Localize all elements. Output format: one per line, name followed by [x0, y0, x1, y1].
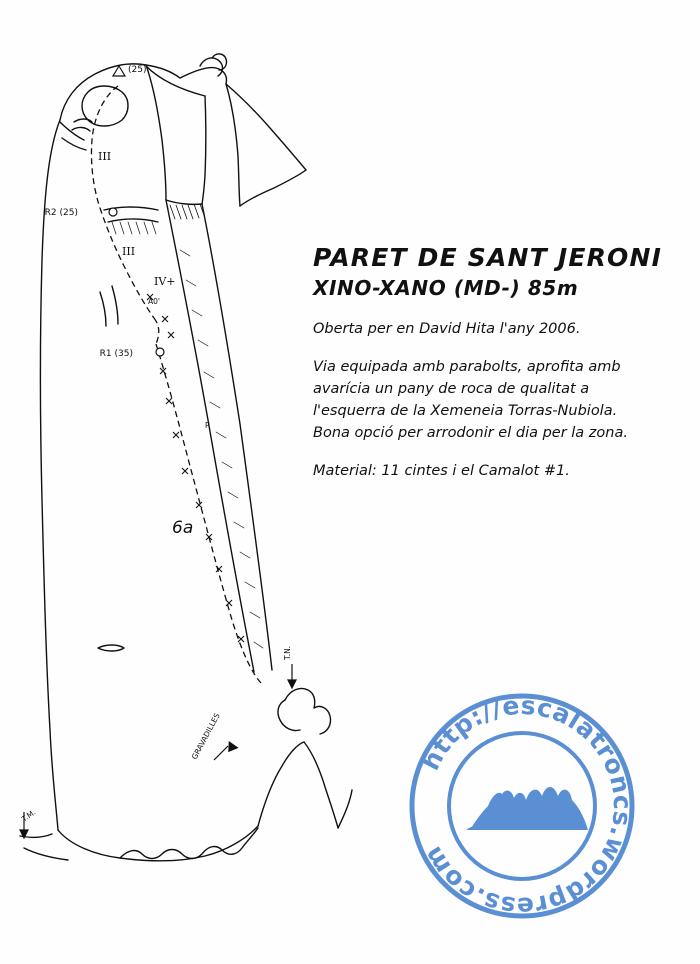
summit-niche-detail2 [72, 127, 90, 131]
route-topo-drawing [0, 0, 360, 930]
base-boulder-main [258, 742, 304, 826]
page-title: PARET DE SANT JERONI [313, 243, 663, 272]
flake-detail [98, 645, 124, 651]
bolt-markers [147, 294, 244, 642]
right-ridge-edge [226, 84, 240, 206]
route-line-dashed [91, 86, 262, 684]
description-paragraph-3: Material: 11 cintes i el Camalot #1. [313, 463, 570, 480]
description-paragraph-2: Via equipada amb parabolts, aprofita amb avarícia un pany de roca de qualitat a l'esquerra de la Xemeneia Torras-Nubiola. Bona opció per arrodonir el dia per la zona. [313, 359, 628, 442]
talus-right [338, 790, 352, 828]
wall-grade-label: 6a [172, 518, 194, 538]
route-info-block [313, 243, 673, 482]
ledge-upper2 [108, 219, 158, 222]
bolt-note-label: A0' [148, 297, 160, 306]
summit-tower-right [202, 96, 206, 204]
base-boulder-small2 [278, 700, 300, 731]
route-subtitle: XINO-XANO (MD-) 85m [313, 276, 579, 300]
left-shoulder [60, 122, 84, 140]
wall-outline-left [41, 120, 61, 830]
belay-r1-marker [156, 348, 164, 356]
direction-arrows [20, 664, 296, 838]
hatching-tower-base [170, 204, 205, 219]
summit-marker [113, 66, 125, 76]
base-boulder-small [285, 688, 331, 734]
ground-left2 [24, 848, 68, 860]
chimney-label: GRAVADILLES [189, 711, 222, 761]
description-paragraph-1: Oberta per en David Hita l'any 2006. [313, 321, 581, 337]
belay-r2-label: R2 (25) [44, 208, 78, 218]
mountain-icon [466, 787, 588, 830]
base-boulder-main2 [304, 742, 338, 828]
summit-tower [146, 65, 166, 200]
pitch-grade-upper-label: III [98, 150, 112, 163]
crack-2 [112, 286, 118, 324]
arrow-tn-label: T.N. [283, 645, 292, 660]
stamp-url-text: http://escalatroncs.wordpress.com [415, 690, 638, 922]
belay-r1-label: R1 (35) [99, 349, 133, 359]
right-ridge-lower [240, 170, 306, 206]
summit-tower-base [166, 200, 202, 204]
watermark-stamp [396, 680, 648, 932]
central-arete [166, 200, 254, 672]
wall-outline-base [58, 826, 258, 861]
pitch-grade-lower-label: III [122, 245, 136, 258]
central-arete2 [202, 204, 272, 670]
pitch-grade-4plus-label: IV+ [154, 275, 176, 288]
crack-mark-label: P [205, 421, 210, 430]
summit-elevation-label: (25) [128, 65, 147, 75]
hatching-ledge-upper [112, 222, 156, 234]
belay-r2-marker [109, 208, 117, 216]
crack-1 [100, 292, 106, 326]
arrow-tm-label: T.M. [19, 807, 38, 824]
